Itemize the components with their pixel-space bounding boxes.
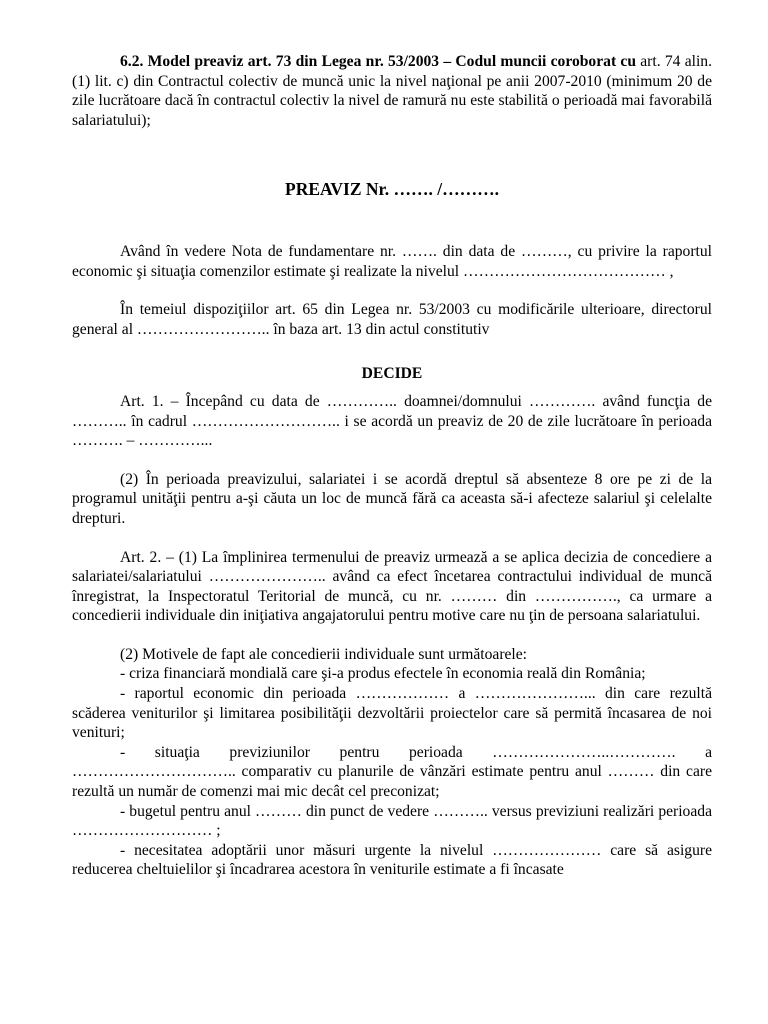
list-item: - situaţia previziunilor pentru perioada …………………..…………. a ………………………….. comparativ cu planurile de vânzări estimate pentru anul ……… din care rezultă un număr de comenzi mai mic decât cel preconizat;: [72, 743, 712, 801]
intro-rest: art. 74 alin. (1) lit. c) din Contractul colectiv de muncă unic la nivel naţional pe anii 2007-2010 (minimum 20 de zile lucrătoare dacă în contractul colectiv la nivel de ramură nu este stabilită o perioadă mai favorabilă salariatului);: [72, 53, 713, 129]
list-item: - raportul economic din perioada ……………… a …………………... din care rezultă scăderea veniturilor şi limitarea posibilităţii dezvoltării proiectelor care să permită încasarea de noi venituri;: [72, 685, 712, 742]
reasons-list: [72, 664, 712, 880]
paragraph-temei: În temeiul dispoziţiilor art. 65 din Legea nr. 53/2003 cu modificările ulterioare, directorul general al …………………….. în baza art. 13 din actul constitutiv: [72, 301, 712, 338]
article-1-par-2: (2) În perioada preavizului, salariatei i se acordă dreptul să absenteze 8 ore pe zi de la programul unităţii pentru a-şi căuta un loc de muncă fără ca aceasta să-i afecteze salariul şi celelalte drepturi.: [72, 470, 712, 527]
article-1: Art. 1. – Începând cu data de ………….. doamnei/domnului …………. având funcţia de ……….. în cadrul ……………………….. i se acordă un preaviz de 20 de zile lucrătoare în perioada ………. – …………...: [72, 392, 712, 450]
document-title: PREAVIZ Nr. ……. /……….: [285, 179, 499, 200]
list-item: - bugetul pentru anul ……… din punct de vedere ……….. versus previziuni realizări perioada ……………………… ;: [72, 802, 712, 840]
decide-heading: DECIDE: [361, 365, 423, 383]
paragraph-nota: Având în vedere Nota de fundamentare nr. ……. din data de ………, cu privire la raportul economic şi situaţia comenzilor estimate şi realizate la nivelul ………………………………… ,: [72, 242, 712, 280]
list-item: - criza financiară mondială care şi-a produs efectele în economia reală din România;: [120, 665, 646, 683]
intro-paragraph: [72, 52, 712, 130]
list-item: - necesitatea adoptării unor măsuri urgente la nivelul ………………… care să asigure reducerea cheltuielilor şi încadrarea acestora în veniturile estimate a fi încasate: [72, 841, 712, 879]
intro-bold: 6.2. Model preaviz art. 73 din Legea nr. 53/2003 – Codul muncii coroborat cu: [120, 53, 636, 70]
article-2: Art. 2. – (1) La împlinirea termenului de preaviz urmează a se aplica decizia de concediere a salariatei/salariatului ………………….. având ca efect încetarea contractului individual de muncă înregistrat, la Inspectoratul Teritorial de muncă, cu nr. ……… din ……………., ca urmare a concedierii individuale din iniţiativa angajatorului pentru motive care nu ţin de persoana salariatului.: [72, 548, 712, 625]
article-2-par-2: (2) Motivele de fapt ale concedierii individuale sunt următoarele:: [120, 645, 528, 663]
